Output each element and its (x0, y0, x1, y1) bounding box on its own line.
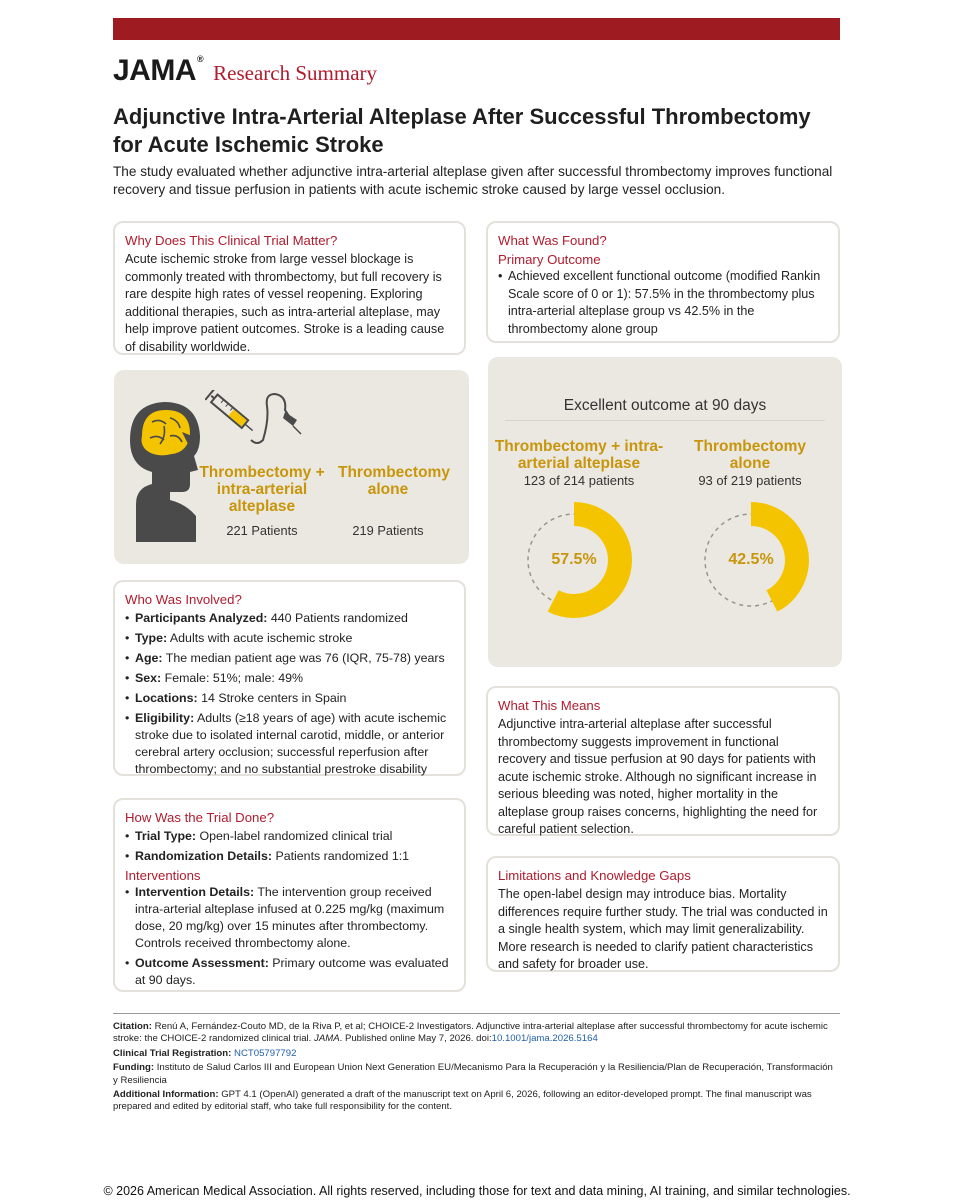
why-matter-box (113, 221, 466, 355)
list-item: • Locations: 14 Stroke centers in Spain (125, 690, 454, 707)
head-brain-icon (126, 392, 204, 542)
group2-percent: 42.5% (728, 551, 774, 568)
doi-link[interactable]: 10.1001/jama.2026.5164 (491, 1033, 598, 1045)
involved-box (113, 580, 466, 776)
list-item: • Participants Analyzed: 440 Patients randomized (125, 610, 454, 627)
primary-outcome-heading: Primary Outcome (498, 252, 601, 267)
syringe-catheter-icon (205, 390, 305, 446)
group1-percent: 57.5% (551, 551, 597, 568)
jama-logo: JAMA® (113, 54, 204, 87)
trial-heading: How Was the Trial Done? (125, 810, 275, 825)
list-item: • Eligibility: Adults (≥18 years of age) with acute ischemic stroke due to isolated internal carotid, middle, or anterior cerebral artery occlusion; successful reperfusion after thrombectomy; and no substantial prestroke disability (125, 710, 454, 778)
means-heading: What This Means (498, 698, 601, 713)
trial-box (113, 798, 466, 992)
limits-text: The open-label design may introduce bias. Mortality differences require further study. The trial was conducted in a single health system, which may limit generalizability. More research is needed to clarify patient characteristics and safety for broader use. (498, 887, 828, 971)
figure-title: Excellent outcome at 90 days (563, 397, 767, 414)
registration-link[interactable]: NCT05797792 (234, 1047, 297, 1059)
interventions-list (125, 884, 454, 989)
involved-heading: Who Was Involved? (125, 592, 242, 607)
found-heading: What Was Found? (498, 233, 607, 248)
why-matter-text: Acute ischemic stroke from large vessel blockage is commonly treated with thrombectomy, but full recovery is rare despite high rates of vessel reopening. Exploring additional therapies, such as intra-arterial alteplase, may help improve patient outcomes. Stroke is a leading cause of disability worldwide. (125, 252, 445, 354)
limits-box (486, 856, 840, 972)
means-box (486, 686, 840, 836)
found-list (498, 268, 828, 338)
list-item: • Outcome Assessment: Primary outcome was evaluated at 90 days. (125, 955, 454, 989)
arm2-label: Thrombectomy alone (338, 464, 450, 498)
why-matter-heading: Why Does This Clinical Trial Matter? (125, 233, 338, 248)
top-color-bar (113, 18, 840, 40)
list-item: • Randomization Details: Patients randomized 1:1 (125, 848, 454, 865)
list-item: • Sex: Female: 51%; male: 49% (125, 670, 454, 687)
arm1-count: 221 Patients (226, 523, 298, 538)
intro-text: The study evaluated whether adjunctive intra-arterial alteplase given after successful thrombectomy improves functional recovery and tissue perfusion in patients with acute ischemic stroke caused by large vessel occlusion. (113, 164, 833, 197)
group1-count: 123 of 214 patients (523, 473, 635, 488)
journal-brand (113, 54, 377, 88)
means-text: Adjunctive intra-arterial alteplase after successful thrombectomy suggests improvement in functional recovery and tissue perfusion at 90 days for patients with acute ischemic stroke. Although no significant increase in serious bleeding was noted, higher mortality in the alteplase group raises concerns, highlighting the need for careful patient selection. (498, 717, 818, 836)
additional-info: Additional Information: GPT 4.1 (OpenAI) generated a draft of the manuscript text on April 6, 2026, following an editor-developed prompt. The final manuscript was prepared and edited by editorial staff, who take full responsibility for the content. (113, 1089, 812, 1113)
trial-registration: Clinical Trial Registration: NCT05797792 (113, 1047, 297, 1059)
arm2-count: 219 Patients (352, 523, 424, 538)
arm1-label: Thrombectomy + intra-arterial alteplase (199, 464, 325, 515)
group1-label: Thrombectomy + intra-arterial alteplase (494, 438, 664, 472)
list-item: • Age: The median patient age was 76 (IQR, 75-78) years (125, 650, 454, 667)
group2-count: 93 of 219 patients (698, 473, 802, 488)
references-section (113, 1013, 840, 1116)
page-title: Adjunctive Intra-Arterial Alteplase After Successful Thrombectomy for Acute Ischemic Stroke (113, 104, 811, 157)
group2-label: Thrombectomy alone (694, 438, 806, 472)
list-item: • Type: Adults with acute ischemic stroke (125, 630, 454, 647)
list-item: • Intervention Details: The intervention group received intra-arterial alteplase infused at 0.225 mg/kg (maximum dose, 20 mg/kg) over 15 minutes after thrombectomy. Controls received thrombectomy alone. (125, 884, 454, 952)
interventions-heading: Interventions (125, 868, 201, 883)
involved-list (125, 610, 454, 778)
found-box (486, 221, 840, 343)
found-bullet: • Achieved excellent functional outcome (modified Rankin Scale score of 0 or 1): 57.5% in the thrombectomy plus intra-arterial alteplase group vs 42.5% in the thrombectomy alone group (498, 268, 828, 338)
figure-divider (505, 420, 825, 421)
funding: Funding: Instituto de Salud Carlos III and European Union Next Generation EU/Mecanismo Para la Recuperación y la Resiliencia/Plan de Recuperación, Transformación y Resiliencia (113, 1062, 833, 1086)
list-item: • Trial Type: Open-label randomized clinical trial (125, 828, 454, 845)
limits-heading: Limitations and Knowledge Gaps (498, 868, 691, 883)
copyright-notice: © 2026 American Medical Association. All rights reserved, including those for text and data mining, AI training, and similar technologies. (103, 1184, 851, 1198)
trial-list (125, 828, 454, 865)
section-label: Research Summary (213, 61, 378, 85)
citation: Citation: Renú A, Fernández-Couto MD, de la Riva P, et al; CHOICE-2 Investigators. Adjunctive intra-arterial alteplase after successful thrombectomy for acute ischemic stroke: the CHOICE-2 randomized clinical trial. JAMA. Published online May 7, 2026. doi:10.1001/jama.2026.5164 (113, 1021, 828, 1045)
